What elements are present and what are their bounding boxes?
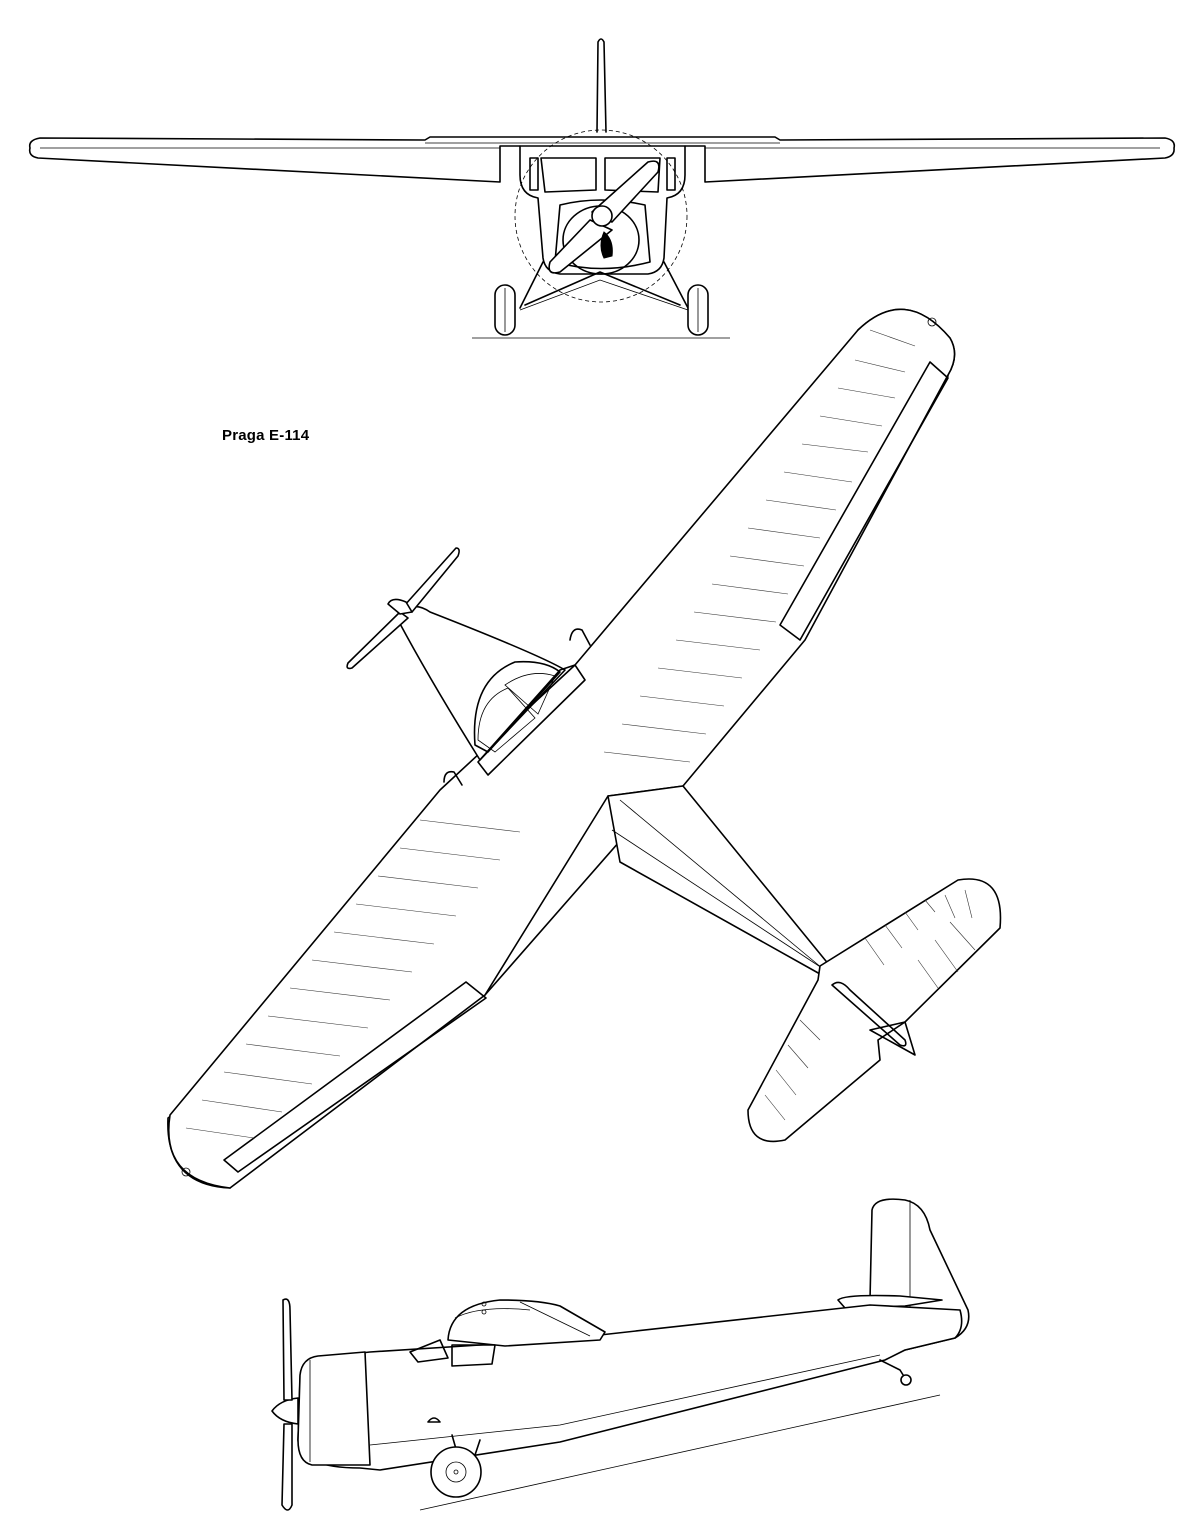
front-view xyxy=(30,39,1175,338)
side-view xyxy=(272,1199,969,1510)
top-view xyxy=(168,309,1001,1188)
aircraft-title: Praga E-114 xyxy=(222,427,310,444)
